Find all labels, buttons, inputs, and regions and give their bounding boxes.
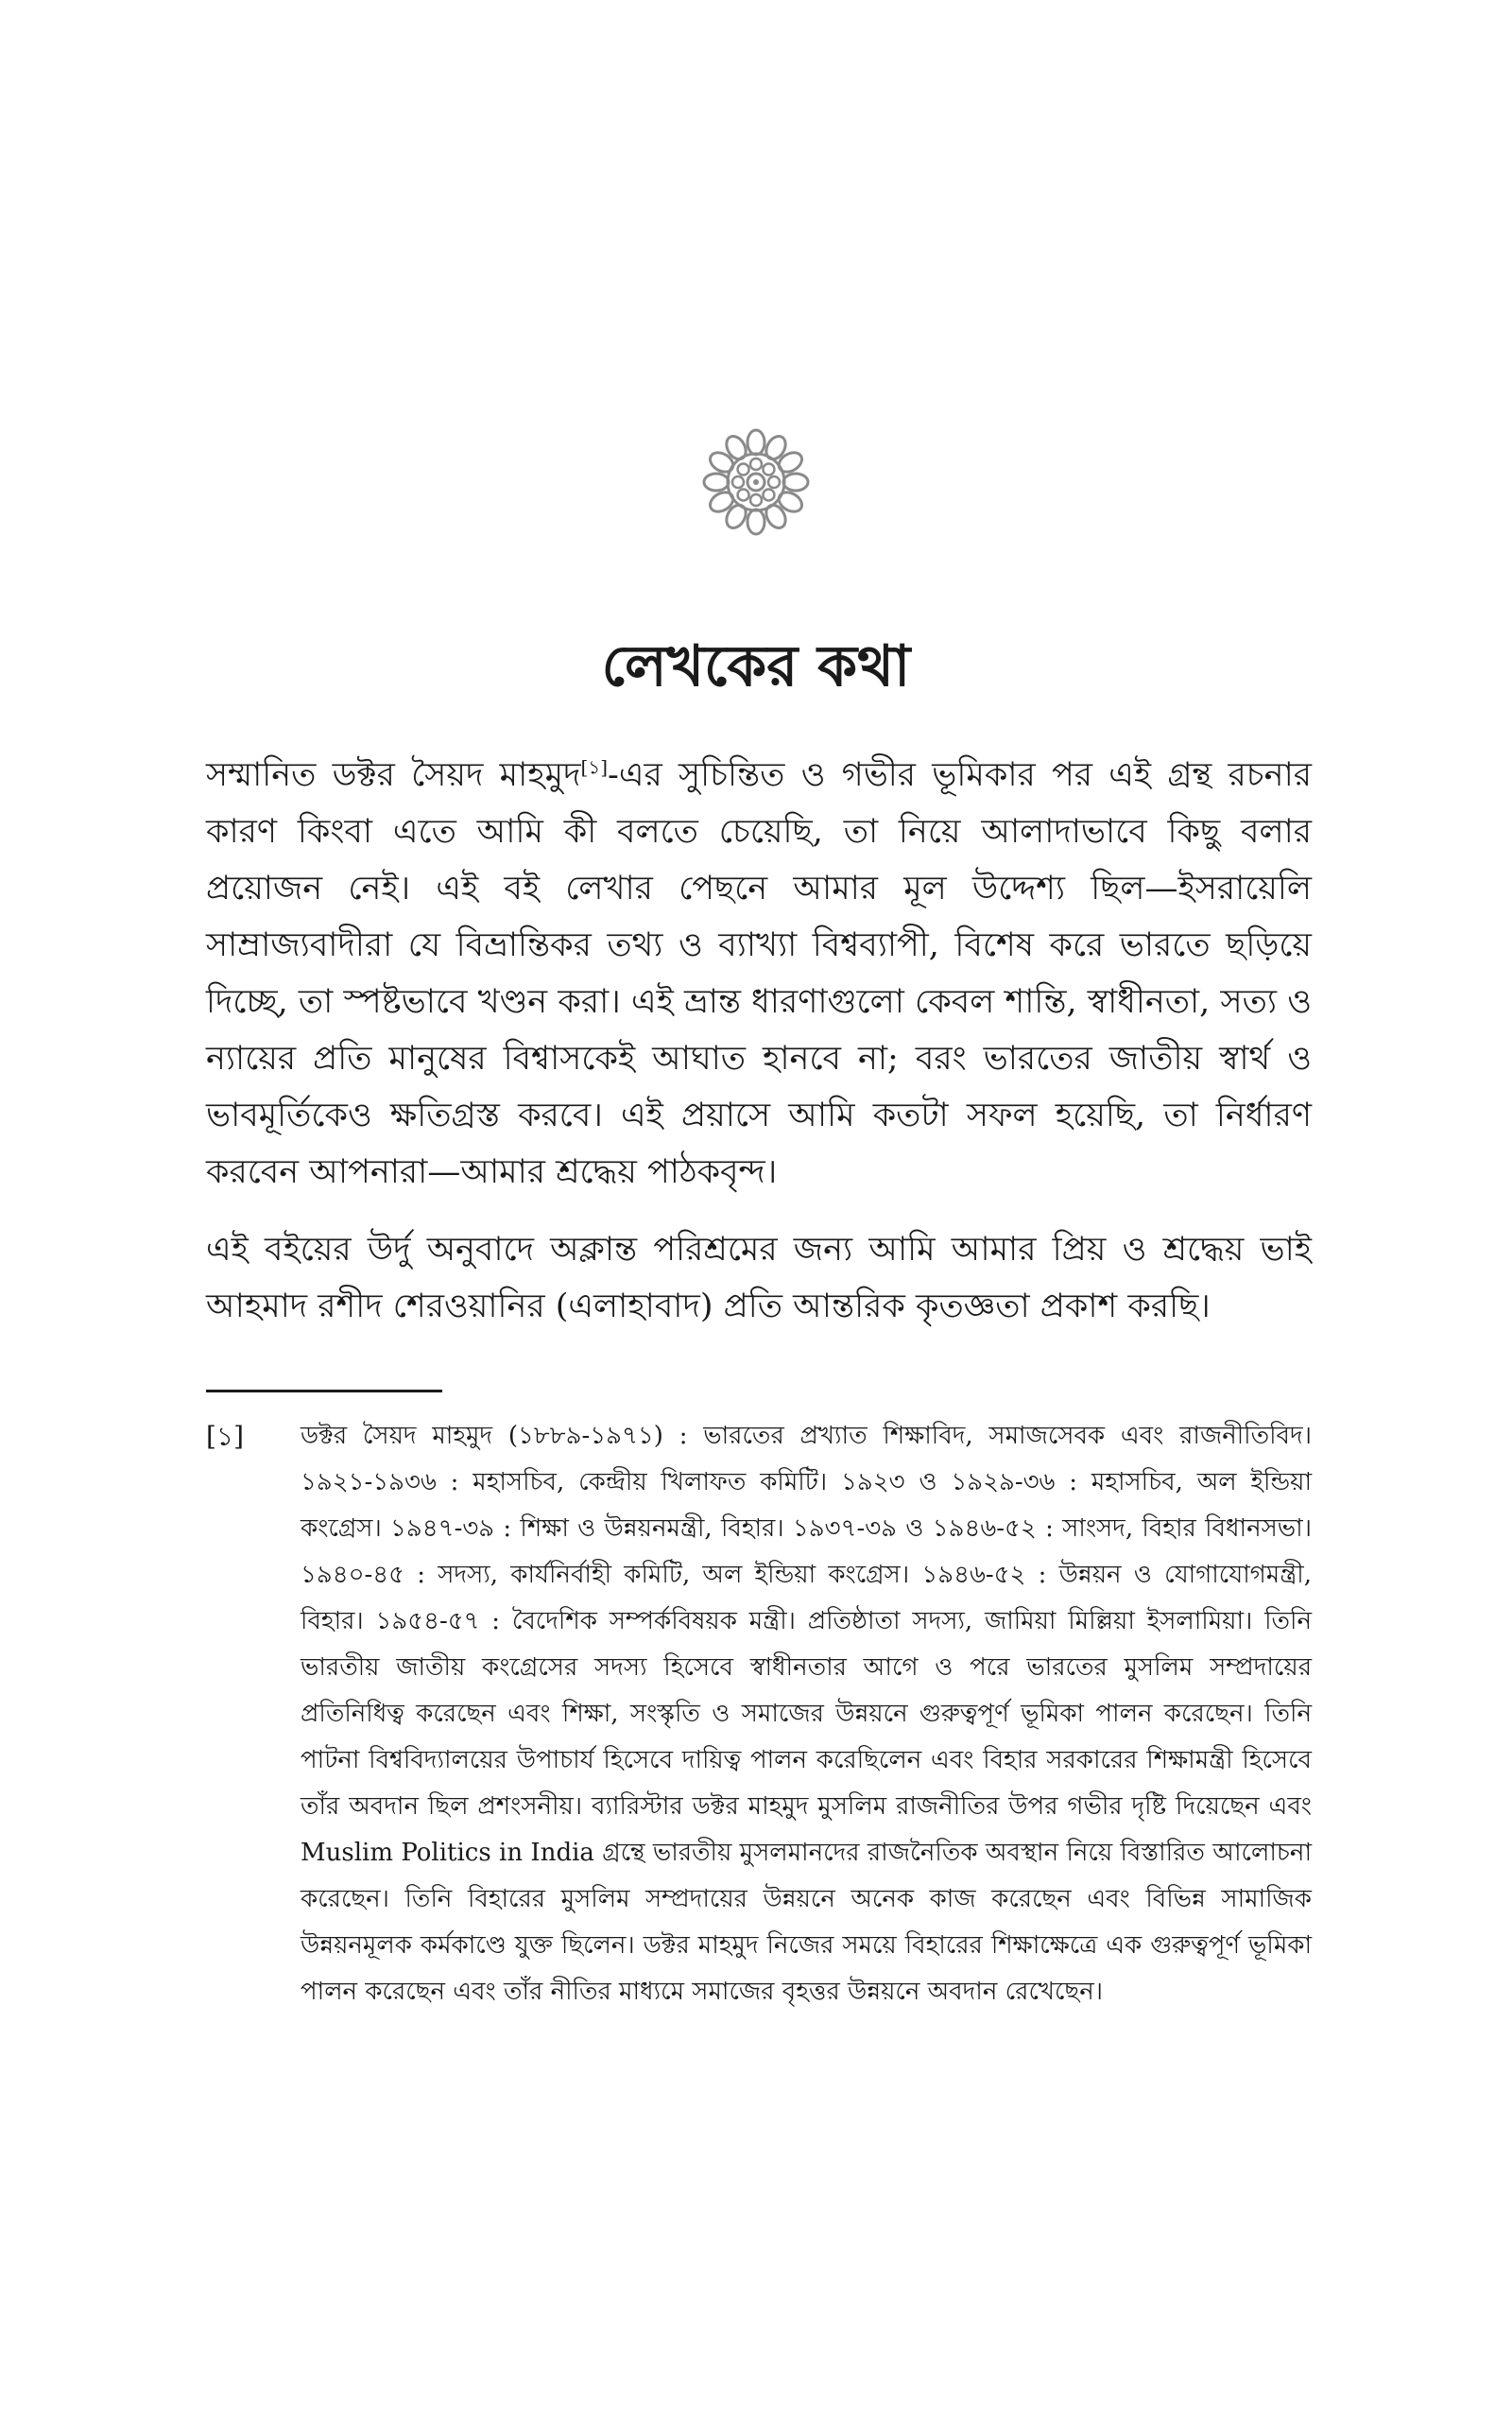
paragraph-1-rest: -এর সুচিন্তিত ও গভীর ভূমিকার পর এই গ্রন্থ রচনার কারণ কিংবা এতে আমি কী বলতে চেয়েছি, তা নিয়ে আলাদাভাবে কিছু বলার প্রয়োজন নেই। এই বই লেখার পেছনে আমার মূল উদ্দেশ্য ছিল—ইসরায়েলি সাম্রাজ্যবাদীরা যে বিভ্রান্তিকর তথ্য ও ব্যাখ্যা বিশ্বব্যাপী, বিশেষ করে ভারতে ছড়িয়ে দিচ্ছে, তা স্পষ্টভাবে খণ্ডন করা। এই ভ্রান্ত ধারণাগুলো কেবল শান্তি, স্বাধীনতা, সত্য ও ন্যায়ের প্রতি মানুষের বিশ্বাসকেই আঘাত হানবে না; বরং ভারতের জাতীয় স্বার্থ ও ভাবমূর্তিকেও ক্ষতিগ্রস্ত করবে। এই প্রয়াসে আমি কতটা সফল হয়েছি, তা নির্ধারণ করবেন আপনারা—আমার শ্রদ্ধেয় পাঠকবৃন্দ। <box>206 756 1312 1191</box>
paragraph-1 <box>206 747 1312 1201</box>
paragraph-2: এই বইয়ের উর্দু অনুবাদে অক্লান্ত পরিশ্রমের জন্য আমি আমার প্রিয় ও শ্রদ্ধেয় ভাই আহমাদ রশীদ শেরওয়ানির (এলাহাবাদ) প্রতি আন্তরিক কৃতজ্ঞতা প্রকাশ করছি। <box>206 1231 1312 1325</box>
page-title: লেখকের কথা <box>601 633 911 700</box>
footnote-marker: [১] <box>206 1421 245 1452</box>
footnote-text: ডক্টর সৈয়দ মাহমুদ (১৮৮৯-১৯৭১) : ভারতের প্রখ্যাত শিক্ষাবিদ, সমাজসেবক এবং রাজনীতিবিদ। ১৯২১-১৯৩৬ : মহাসচিব, কেন্দ্রীয় খিলাফত কমিটি। ১৯২৩ ও ১৯২৯-৩৬ : মহাসচিব, অল ইন্ডিয়া কংগ্রেস। ১৯৪৭-৩৯ : শিক্ষা ও উন্নয়নমন্ত্রী, বিহার। ১৯৩৭-৩৯ ও ১৯৪৬-৫২ : সাংসদ, বিহার বিধানসভা। ১৯৪০-৪৫ : সদস্য, কার্যনির্বাহী কমিটি, অল ইন্ডিয়া কংগ্রেস। ১৯৪৬-৫২ : উন্নয়ন ও যোগাযোগমন্ত্রী, বিহার। ১৯৫৪-৫৭ : বৈদেশিক সম্পর্কবিষয়ক মন্ত্রী। প্রতিষ্ঠাতা সদস্য, জামিয়া মিল্লিয়া ইসলামিয়া। তিনি ভারতীয় জাতীয় কংগ্রেসের সদস্য হিসেবে স্বাধীনতার আগে ও পরে ভারতের মুসলিম সম্প্রদায়ের প্রতিনিধিত্ব করেছেন এবং শিক্ষা, সংস্কৃতি ও সমাজের উন্নয়নে গুরুত্বপূর্ণ ভূমিকা পালন করেছেন। তিনি পাটনা বিশ্ববিদ্যালয়ের উপাচার্য হিসেবে দায়িত্ব পালন করেছিলেন এবং বিহার সরকারের শিক্ষামন্ত্রী হিসেবে তাঁর অবদান ছিল প্রশংসনীয়। ব্যারিস্টার ডক্টর মাহমুদ মুসলিম রাজনীতির উপর গভীর দৃষ্টি দিয়েছেন এবং Muslim Politics in India গ্রন্থে ভারতীয় মুসলমানদের রাজনৈতিক অবস্থান নিয়ে বিস্তারিত আলোচনা করেছেন। তিনি বিহারের মুসলিম সম্প্রদায়ের উন্নয়নে অনেক কাজ করেছেন এবং বিভিন্ন সামাজিক উন্নয়নমূলক কর্মকাণ্ডে যুক্ত ছিলেন। ডক্টর মাহমুদ নিজের সময়ে বিহারের শিক্ষাক্ষেত্রে এক গুরুত্বপূর্ণ ভূমিকা পালন করেছেন এবং তাঁর নীতির মাধ্যমে সমাজের বৃহত্তর উন্নয়নে অবদান রেখেছেন। <box>301 1422 1312 2006</box>
footnote-divider <box>206 1390 442 1392</box>
floral-medallion-icon <box>699 425 813 539</box>
footnote-reference[interactable]: [১] <box>580 755 609 779</box>
paragraph-1-lead: সম্মানিত ডক্টর সৈয়দ মাহমুদ <box>206 756 581 794</box>
footnote <box>206 1413 1312 2015</box>
preface-body <box>206 747 1312 1356</box>
